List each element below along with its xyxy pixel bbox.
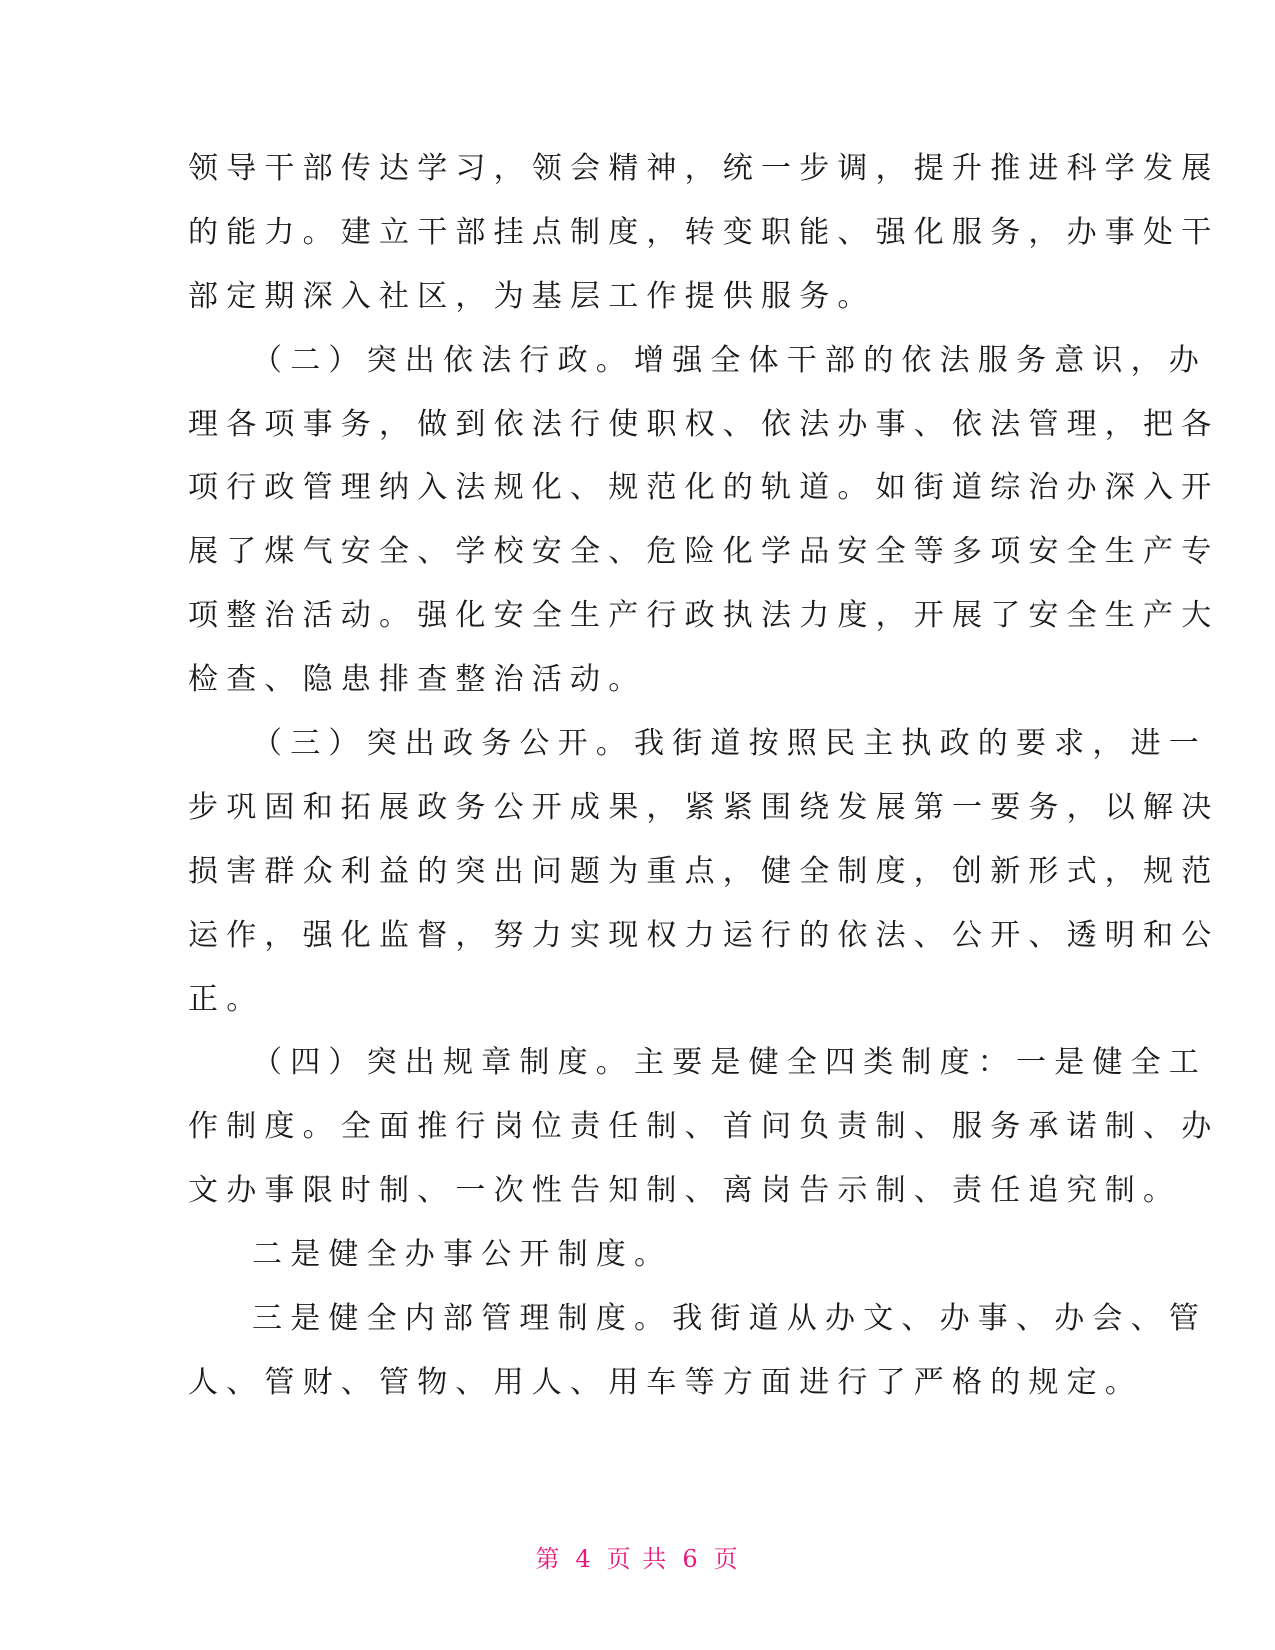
text-line: 人、管财、管物、用人、用车等方面进行了严格的规定。: [188, 1364, 1143, 1400]
text-line: 文办事限时制、一次性告知制、离岗告示制、责任追究制。: [188, 1173, 1182, 1209]
text-line: 损害群众利益的突出问题为重点，健全制度，创新形式，规范: [188, 853, 1220, 889]
footer-middle: 页 共: [606, 1545, 669, 1573]
text-line: 领导干部传达学习，领会精神，统一步调，提升推进科学发展: [188, 151, 1220, 186]
body-text: [188, 137, 1220, 1415]
text-line: 步巩固和拓展政务公开成果，紧紧围绕发展第一要务，以解决: [188, 789, 1220, 825]
total-pages-number: 6: [682, 1545, 700, 1573]
text-line: 展了煤气安全、学校安全、危险化学品安全等多项安全生产专: [188, 534, 1220, 570]
text-line: 检查、隐患排查整治活动。: [188, 662, 647, 698]
text-line: 作制度。全面推行岗位责任制、首问负责制、服务承诺制、办: [188, 1109, 1220, 1145]
footer-prefix: 第: [535, 1545, 562, 1573]
text-line: 项行政管理纳入法规化、规范化的轨道。如街道综治办深入开: [188, 470, 1220, 506]
paragraph-heading-line: （二）突出依法行政。增强全体干部的依法服务意识，办: [252, 342, 1207, 378]
text-line: 正。: [188, 981, 265, 1017]
text-line: 运作，强化监督，努力实现权力运行的依法、公开、透明和公: [188, 917, 1220, 953]
page-number-footer: [0, 1539, 1275, 1574]
footer-suffix: 页: [713, 1545, 740, 1573]
text-line: 部定期深入社区，为基层工作提供服务。: [188, 278, 876, 314]
text-line: 项整治活动。强化安全生产行政执法力度，开展了安全生产大: [188, 598, 1220, 634]
paragraph-line: 三是健全内部管理制度。我街道从办文、办事、办会、管: [252, 1301, 1207, 1337]
paragraph-line: 二是健全办事公开制度。: [252, 1237, 673, 1273]
text-line: 理各项事务，做到依法行使职权、依法办事、依法管理，把各: [188, 406, 1220, 442]
paragraph-heading-line: （三）突出政务公开。我街道按照民主执政的要求，进一: [252, 726, 1207, 762]
text-line: 的能力。建立干部挂点制度，转变职能、强化服务，办事处干: [188, 214, 1220, 250]
paragraph-heading-line: （四）突出规章制度。主要是健全四类制度：一是健全工: [252, 1045, 1207, 1081]
current-page-number: 4: [575, 1545, 593, 1573]
